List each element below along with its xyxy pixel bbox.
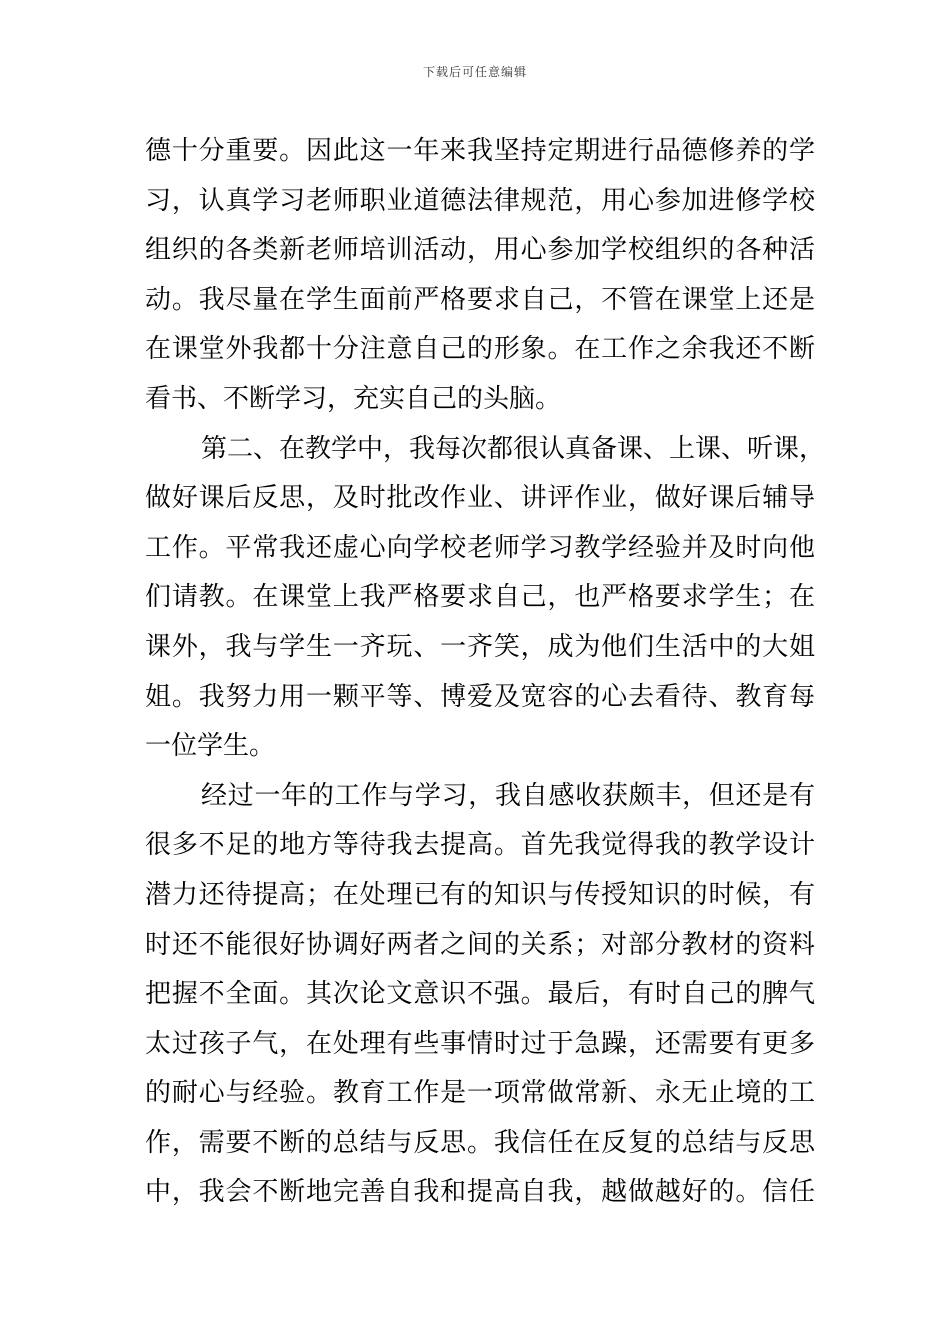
text-line: 做好课后反思，及时批改作业、讲评作业，做好课后辅导: [145, 483, 815, 514]
text-line: 中，我会不断地完善自我和提高自我，越做越好的。信任: [145, 1177, 815, 1208]
text-line: 的耐心与经验。教育工作是一项常做常新、永无止境的工: [145, 1078, 815, 1109]
text-line: 很多不足的地方等待我去提高。首先我觉得我的教学设计: [145, 830, 815, 861]
text-line: 们请教。在课堂上我严格要求自己，也严格要求学生；在: [145, 582, 815, 613]
text-line: 时还不能很好协调好两者之间的关系；对部分教材的资料: [145, 929, 815, 960]
text-line: 太过孩子气，在处理有些事情时过于急躁，还需要有更多: [145, 1028, 815, 1059]
text-line: 课外，我与学生一齐玩、一齐笑，成为他们生活中的大姐: [145, 631, 815, 662]
text-line: 姐。我努力用一颗平等、博爱及宽容的心去看待、教育每: [145, 681, 815, 712]
text-line: 把握不全面。其次论文意识不强。最后，有时自己的脾气: [145, 979, 815, 1010]
text-line: 第二、在教学中，我每次都很认真备课、上课、听课，: [201, 433, 826, 464]
document-body: [145, 127, 826, 1218]
text-line: 德十分重要。因此这一年来我坚持定期进行品德修养的学: [145, 136, 815, 166]
text-line: 习，认真学习老师职业道德法律规范，用心参加进修学校: [145, 185, 815, 216]
text-line: 工作。平常我还虚心向学校老师学习教学经验并及时向他: [145, 532, 815, 563]
text-line: 组织的各类新老师培训活动，用心参加学校组织的各种活: [145, 235, 815, 266]
paragraph-1: [145, 127, 815, 425]
text-line: 经过一年的工作与学习，我自感收获颇丰，但还是有: [201, 780, 815, 811]
text-line: 在课堂外我都十分注意自己的形象。在工作之余我还不断: [145, 334, 815, 365]
text-line: 看书、不断学习，充实自己的头脑。: [145, 383, 562, 414]
paragraph-2: [145, 425, 826, 772]
text-line: 动。我尽量在学生面前严格要求自己，不管在课堂上还是: [145, 284, 815, 315]
text-line: 作，需要不断的总结与反思。我信任在反复的总结与反思: [145, 1127, 815, 1158]
paragraph-3: [145, 772, 815, 1218]
text-line: 一位学生。: [145, 731, 276, 762]
text-line: 潜力还待提高；在处理已有的知识与传授知识的时候，有: [145, 879, 815, 910]
page-header: 下载后可任意编辑: [422, 65, 527, 79]
